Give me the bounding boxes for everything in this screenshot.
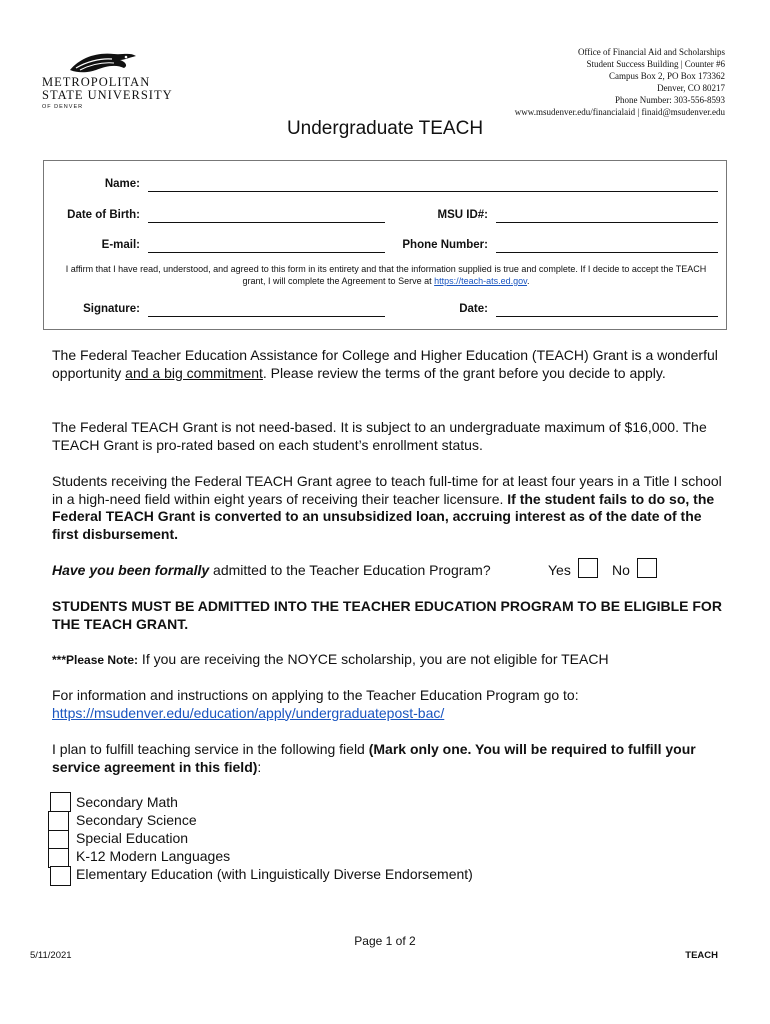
option-elementary-education: Elementary Education (with Linguistically Diverse Endorsement) [76, 866, 473, 882]
option-special-education: Special Education [76, 830, 189, 846]
intro-text-end: . Please review the terms of the grant before you decide to apply. [262, 364, 666, 381]
email-field[interactable] [148, 252, 385, 253]
office-line: Office of Financial Aid and Scholarships [577, 47, 725, 57]
page-number: Page 1 of 2 [354, 934, 416, 948]
signature-field[interactable] [148, 316, 385, 317]
phone-label: Phone Number: [402, 239, 488, 251]
service-paragraph [52, 473, 722, 543]
field-intro: I plan to fulfill teaching service in the following field [52, 741, 369, 757]
dob-field[interactable] [148, 222, 385, 223]
office-contact-block [515, 46, 725, 118]
question-emphasis: Have you been formally [52, 562, 210, 578]
option-checkbox-secondary-science[interactable] [48, 811, 69, 831]
msuid-label: MSU ID#: [437, 209, 488, 221]
form-code: TEACH [685, 950, 718, 961]
service-text: Students receiving the Federal TEACH Grant agree to teach full-time for at least four years in a Title I school in a high-need field within eight years of receiving their teacher licensure. [52, 473, 722, 507]
yes-checkbox[interactable] [578, 558, 598, 578]
option-checkbox-special-education[interactable] [48, 830, 69, 850]
info-paragraph [52, 687, 722, 722]
admission-question [52, 562, 552, 580]
admission-notice: STUDENTS MUST BE ADMITTED INTO THE TEACHER EDUCATION PROGRAM TO BE ELIGIBLE FOR THE TEACH GRANT. [52, 598, 722, 632]
signature-label: Signature: [83, 303, 140, 315]
field-end: : [257, 758, 262, 775]
email-label: E-mail: [101, 239, 140, 251]
msuid-field[interactable] [496, 222, 718, 223]
phone-field[interactable] [496, 252, 718, 253]
note-text: If you are receiving the NOYCE scholarship, you are not eligible for TEACH [138, 651, 609, 667]
office-line: Student Success Building | Counter #6 [586, 59, 725, 69]
info-text: For information and instructions on applying to the Teacher Education Program go to: [52, 687, 579, 703]
option-secondary-math: Secondary Math [76, 794, 178, 810]
note-label: ***Please Note: [52, 653, 139, 667]
office-line: Campus Box 2, PO Box 173362 [608, 71, 725, 81]
date-field[interactable] [496, 316, 718, 317]
page-title: Undergraduate TEACH [286, 118, 484, 139]
office-line: Phone Number: 303-556-8593 [615, 95, 725, 105]
field-emphasis: (Mark only one. You will be required to fulfill your service agreement in this field) [52, 741, 696, 775]
name-field[interactable] [148, 191, 718, 192]
intro-text: The Federal Teacher Education Assistance for College and Higher Education (TEACH) Grant is a wonderful opportunity [52, 347, 718, 381]
university-logo [42, 48, 173, 112]
no-label: No [612, 562, 630, 578]
option-checkbox-secondary-math[interactable] [50, 792, 71, 812]
need-based-paragraph: The Federal TEACH Grant is not need-based. It is subject to an undergraduate maximum of $16,000. The TEACH Grant is pro-rated based on each student’s enrollment status. [52, 419, 707, 453]
dob-label: Date of Birth: [67, 209, 140, 221]
revision-date: 5/11/2021 [30, 950, 72, 961]
option-modern-languages: K-12 Modern Languages [76, 848, 231, 864]
office-line: Denver, CO 80217 [657, 83, 725, 93]
option-secondary-science: Secondary Science [76, 812, 197, 828]
option-checkbox-modern-languages[interactable] [48, 848, 69, 868]
teach-ats-link[interactable]: https://teach-ats.ed.gov [434, 276, 527, 286]
date-label: Date: [459, 303, 488, 315]
intro-paragraph [52, 347, 722, 382]
education-program-link[interactable]: https://msudenver.edu/education/apply/undergraduatepost-bac/ [52, 704, 445, 721]
field-instruction [52, 741, 722, 776]
no-checkbox[interactable] [637, 558, 657, 578]
noyce-note [52, 651, 722, 670]
yes-label: Yes [548, 562, 571, 578]
option-checkbox-elementary-education[interactable] [50, 866, 71, 886]
affirmation-body: I affirm that I have read, understood, and agreed to this form in its entirety and that the information supplied is true and complete. If I decide to accept the TEACH grant, I will complete the Agreement to Serve at [65, 264, 707, 286]
commitment-underlined: and a big commitment [125, 364, 263, 381]
logo-line-1: METROPOLITAN [42, 75, 151, 89]
logo-line-3: OF DENVER [42, 104, 84, 110]
name-label: Name: [104, 178, 140, 190]
question-text: admitted to the Teacher Education Program? [209, 562, 491, 578]
student-info-form [43, 160, 727, 330]
affirmation-end: . [527, 276, 530, 286]
office-line: www.msudenver.edu/financialaid | finaid@msudenver.edu [514, 107, 725, 117]
loan-warning: If the student fails to do so, the Federal TEACH Grant is converted to an unsubsidized loan, accruing interest as of the date of the first disbursement. [52, 490, 715, 542]
logo-line-2: STATE UNIVERSITY [42, 88, 173, 102]
affirmation-text [64, 263, 708, 287]
roadrunner-icon [66, 48, 138, 76]
